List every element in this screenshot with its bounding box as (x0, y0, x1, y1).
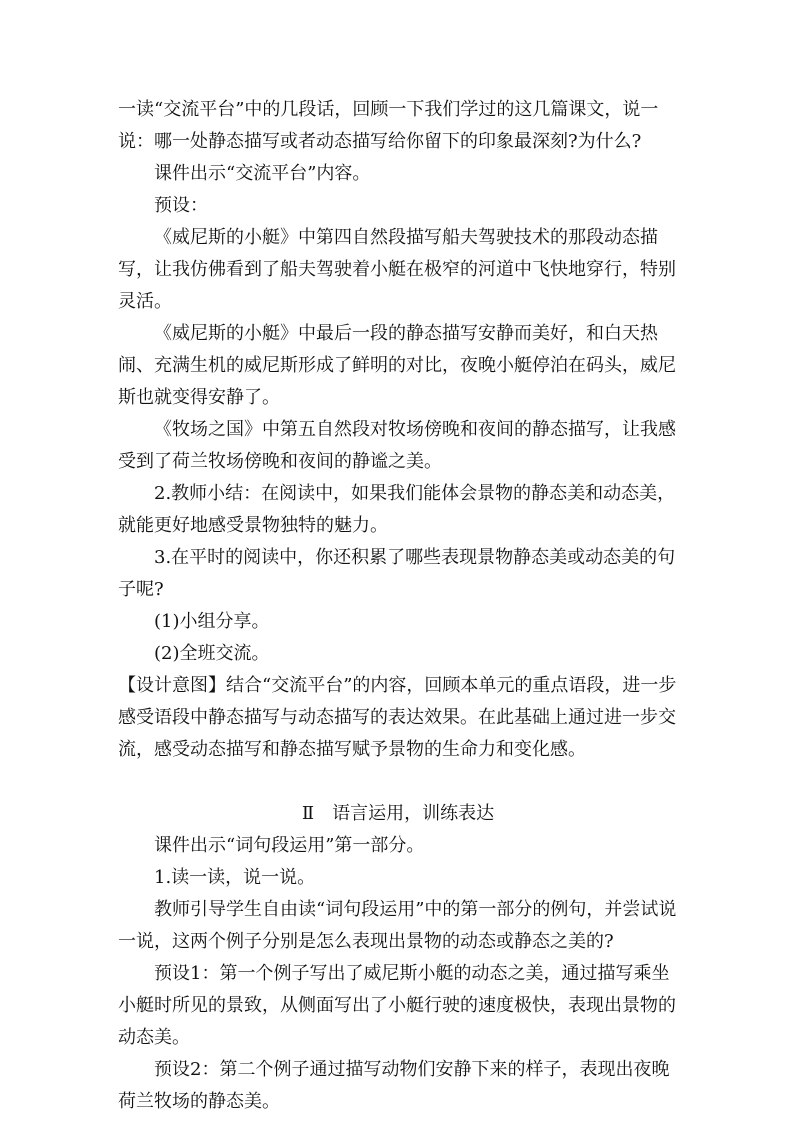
paragraph-group-2 (118, 830, 678, 1118)
section-gap (118, 766, 678, 780)
paragraph: 2.教师小结：在阅读中，如果我们能体会景物的静态美和动态美，就能更好地感受景物独特的魅力。 (118, 483, 676, 536)
paragraph: 课件出示“词句段运用”第一部分。 (154, 835, 425, 856)
paragraph: 《牧场之国》中第五自然段对牧场傍晚和夜间的静态描写，让我感受到了荷兰牧场傍晚和夜间的静谧之美。 (118, 419, 676, 472)
section-heading: Ⅱ 语言运用，训练表达 (301, 803, 495, 824)
paragraph: 课件出示“交流平台”内容。 (154, 163, 371, 184)
paragraph-group-1 (118, 94, 678, 766)
paragraph: 说：哪一处静态描写或者动态描写给你留下的印象最深刻?为什么? (118, 131, 642, 152)
paragraph: 教师引导学生自由读“词句段运用”中的第一部分的例句，并尝试说一说，这两个例子分别是怎么表现出景物的动态或静态之美的? (118, 899, 677, 952)
document-body (118, 94, 678, 1118)
paragraph: 【设计意图】结合“交流平台”的内容，回顾本单元的重点语段，进一步感受语段中静态描写与动态描写的表达效果。在此基础上通过进一步交流，感受动态描写和静态描写赋予景物的生命力和变化感。 (118, 675, 677, 760)
paragraph: 《威尼斯的小艇》中第四自然段描写船夫驾驶技术的那段动态描写，让我仿佛看到了船夫驾驶着小艇在极窄的河道中飞快地穿行，特别灵活。 (118, 227, 676, 312)
paragraph: 3.在平时的阅读中，你还积累了哪些表现景物静态美或动态美的句子呢? (118, 547, 676, 600)
paragraph: 预设2：第二个例子通过描写动物们安静下来的样子，表现出夜晚荷兰牧场的静态美。 (118, 1059, 670, 1112)
paragraph: 《威尼斯的小艇》中最后一段的静态描写安静而美好，和白天热闹、充满生机的威尼斯形成了鲜明的对比，夜晚小艇停泊在码头，威尼斯也就变得安静了。 (118, 323, 676, 408)
paragraph: (1)小组分享。 (154, 611, 270, 632)
paragraph: 预设： (154, 195, 208, 216)
paragraph: (2)全班交流。 (154, 643, 270, 664)
paragraph: 1.读一读，说一说。 (154, 867, 316, 888)
paragraph: 一读“交流平台”中的几段话，回顾一下我们学过的这几篇课文，说一 (118, 99, 659, 120)
paragraph: 预设1：第一个例子写出了威尼斯小艇的动态之美，通过描写乘坐小艇时所见的景致，从侧面写出了小艇行驶的速度极快，表现出景物的动态美。 (118, 963, 676, 1048)
